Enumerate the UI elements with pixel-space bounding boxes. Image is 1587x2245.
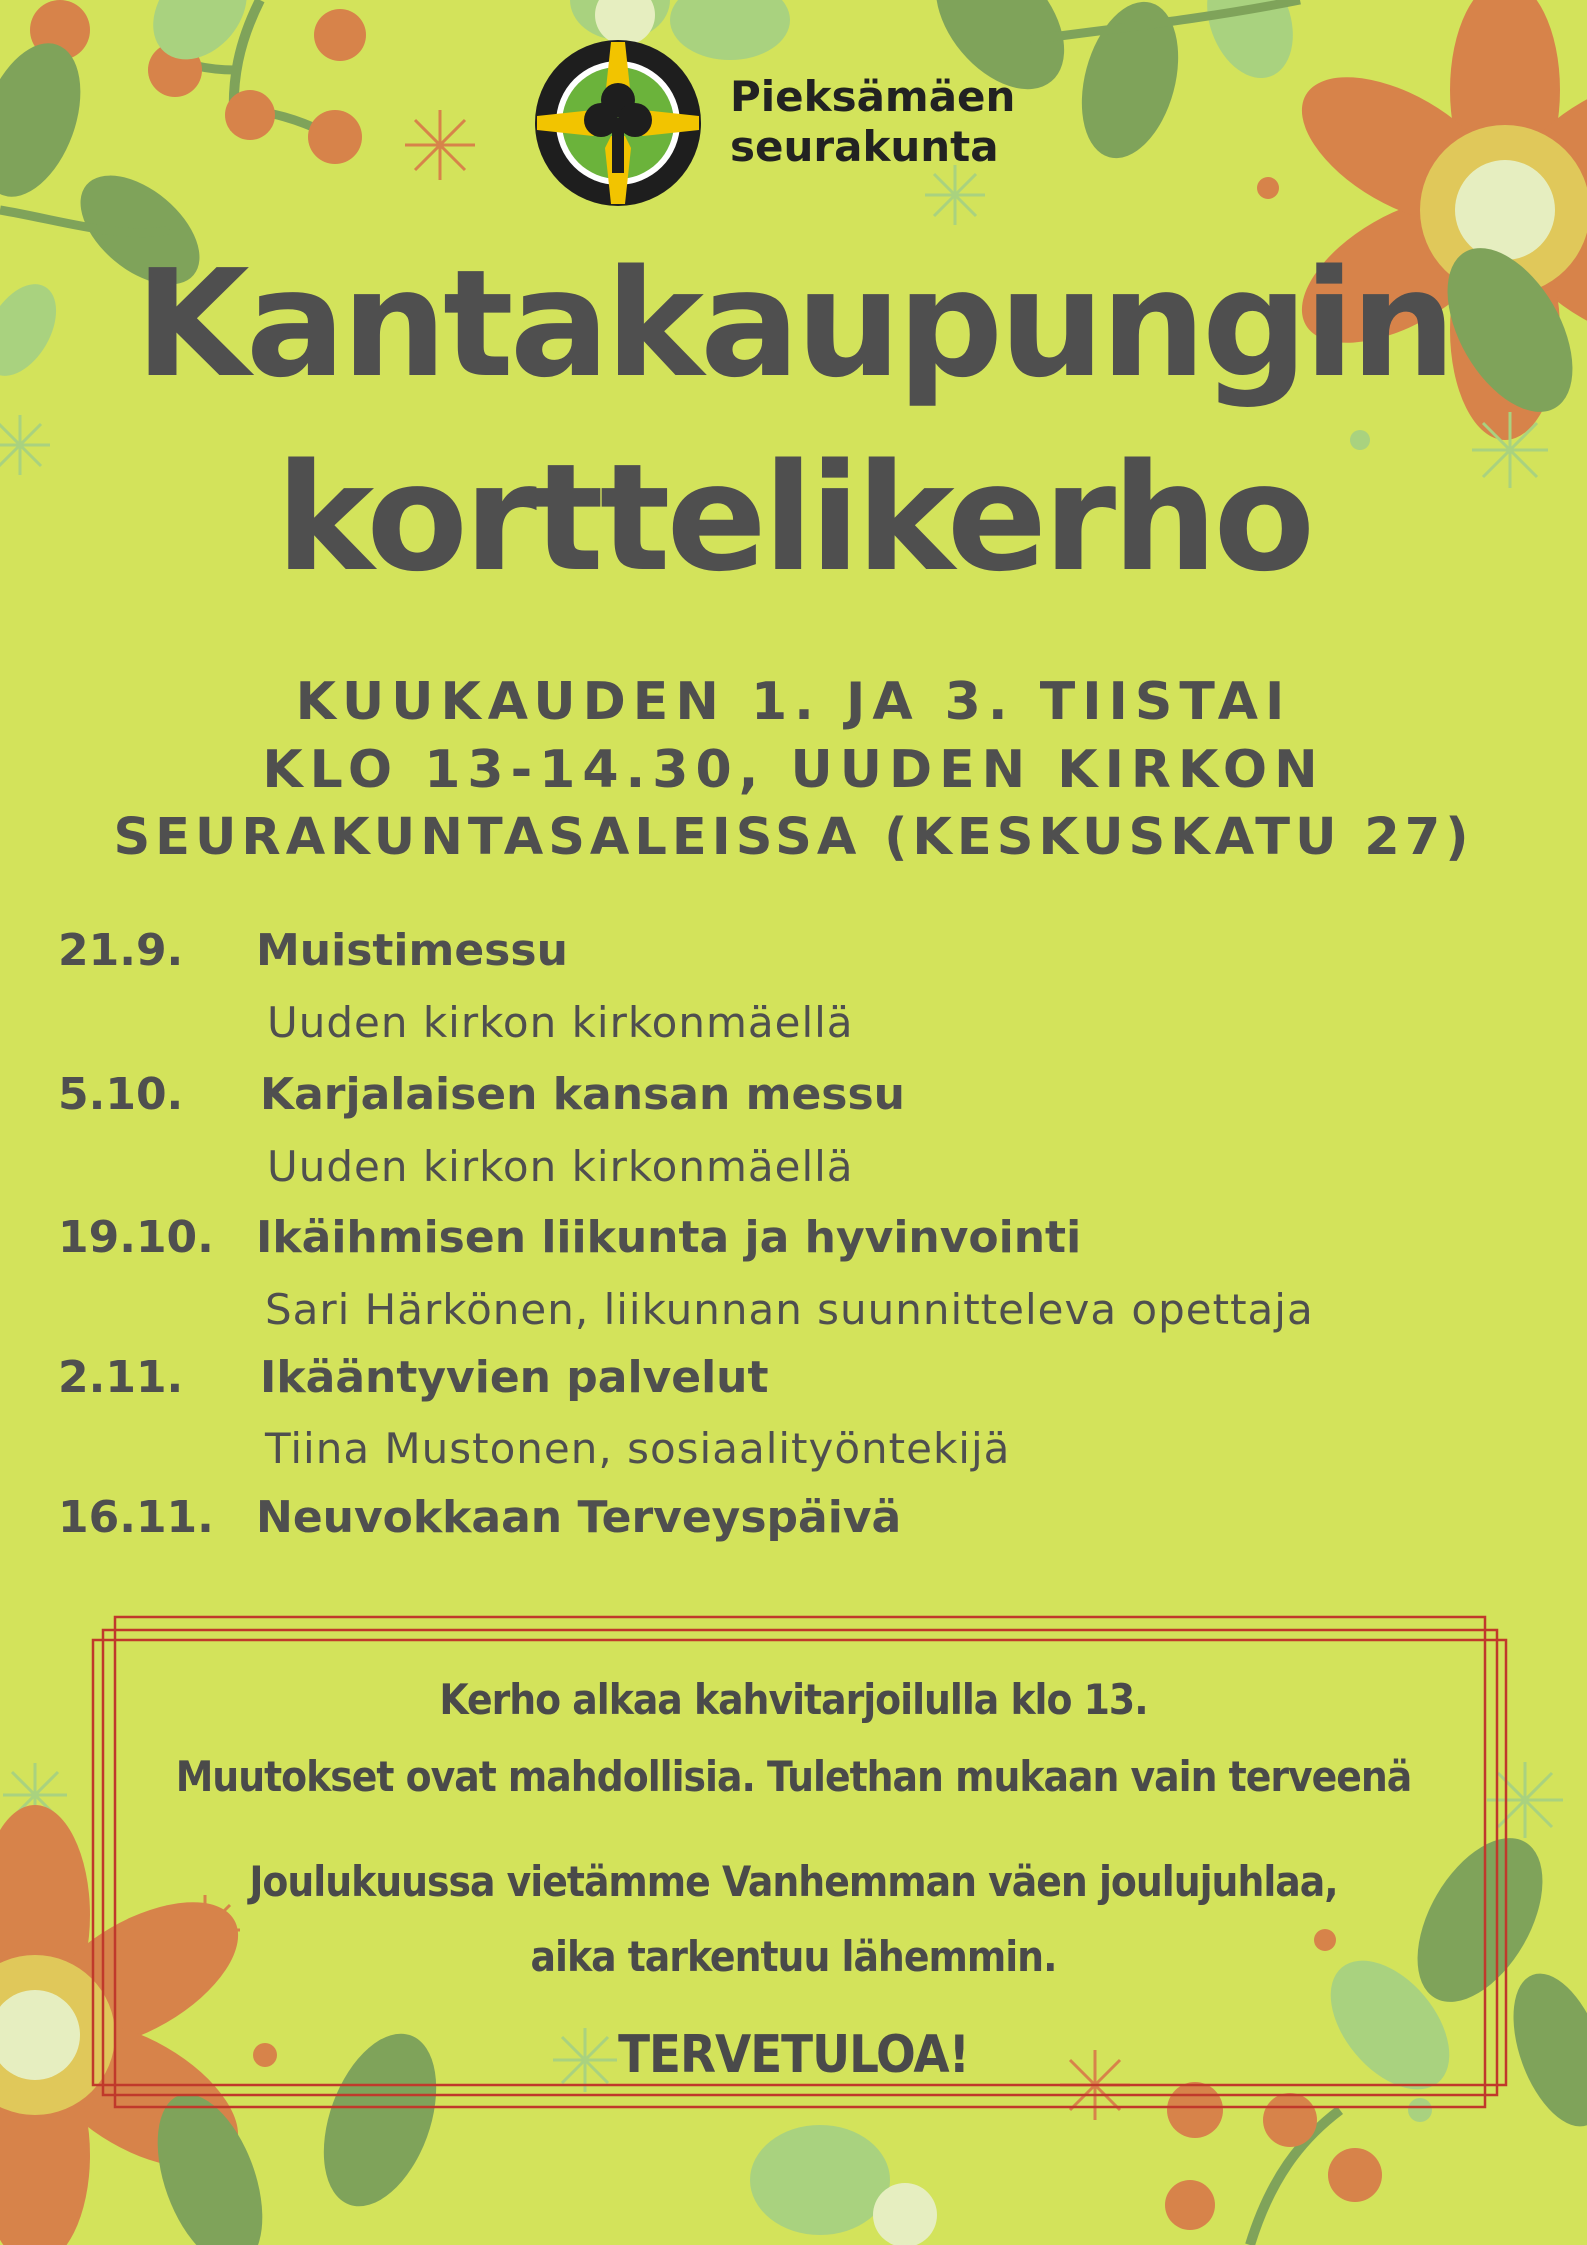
event-date: 5.10.: [58, 1069, 184, 1120]
organization-name: [730, 72, 1015, 172]
notice-line1: Kerho alkaa kahvitarjoilulla klo 13.: [439, 1675, 1148, 1724]
event-title: Ikääntyvien palvelut: [260, 1352, 769, 1403]
event-title: Karjalaisen kansan messu: [260, 1069, 905, 1120]
event-detail: Uuden kirkon kirkonmäellä: [267, 1142, 854, 1191]
event-detail: Sari Härkönen, liikunnan suunnitteleva opettaja: [265, 1285, 1314, 1334]
event-date: 2.11.: [58, 1352, 184, 1403]
event-title: Muistimessu: [256, 925, 568, 976]
event-detail: Uuden kirkon kirkonmäellä: [267, 998, 854, 1047]
welcome-text: TERVETULOA!: [618, 2025, 969, 2085]
page-title-line2: korttelikerho: [275, 432, 1312, 604]
notice-line3: Joulukuussa vietämme Vanhemman väen joulujuhlaa,: [249, 1857, 1338, 1906]
organization-name-line1: Pieksämäen: [730, 72, 1016, 121]
organization-name-line2: seurakunta: [730, 122, 999, 171]
page-title-line1: Kantakaupungin: [135, 238, 1452, 410]
event-date: 16.11.: [58, 1492, 214, 1543]
schedule-line1: KUUKAUDEN 1. JA 3. TIISTAI: [295, 672, 1292, 732]
schedule-line2: KLO 13-14.30, UUDEN KIRKON: [262, 740, 1325, 800]
parish-logo-icon: [533, 38, 703, 208]
schedule-line3: SEURAKUNTASALEISSA (KESKUSKATU 27): [113, 808, 1474, 867]
notice-line4: aika tarkentuu lähemmin.: [530, 1932, 1057, 1981]
notice-line2: Muutokset ovat mahdollisia. Tulethan mukaan vain terveenä: [175, 1752, 1412, 1801]
event-date: 21.9.: [58, 925, 184, 976]
event-detail: Tiina Mustonen, sosiaalityöntekijä: [265, 1424, 1011, 1473]
event-title: Ikäihmisen liikunta ja hyvinvointi: [256, 1212, 1082, 1263]
event-title: Neuvokkaan Terveyspäivä: [256, 1492, 902, 1543]
event-date: 19.10.: [58, 1212, 214, 1263]
